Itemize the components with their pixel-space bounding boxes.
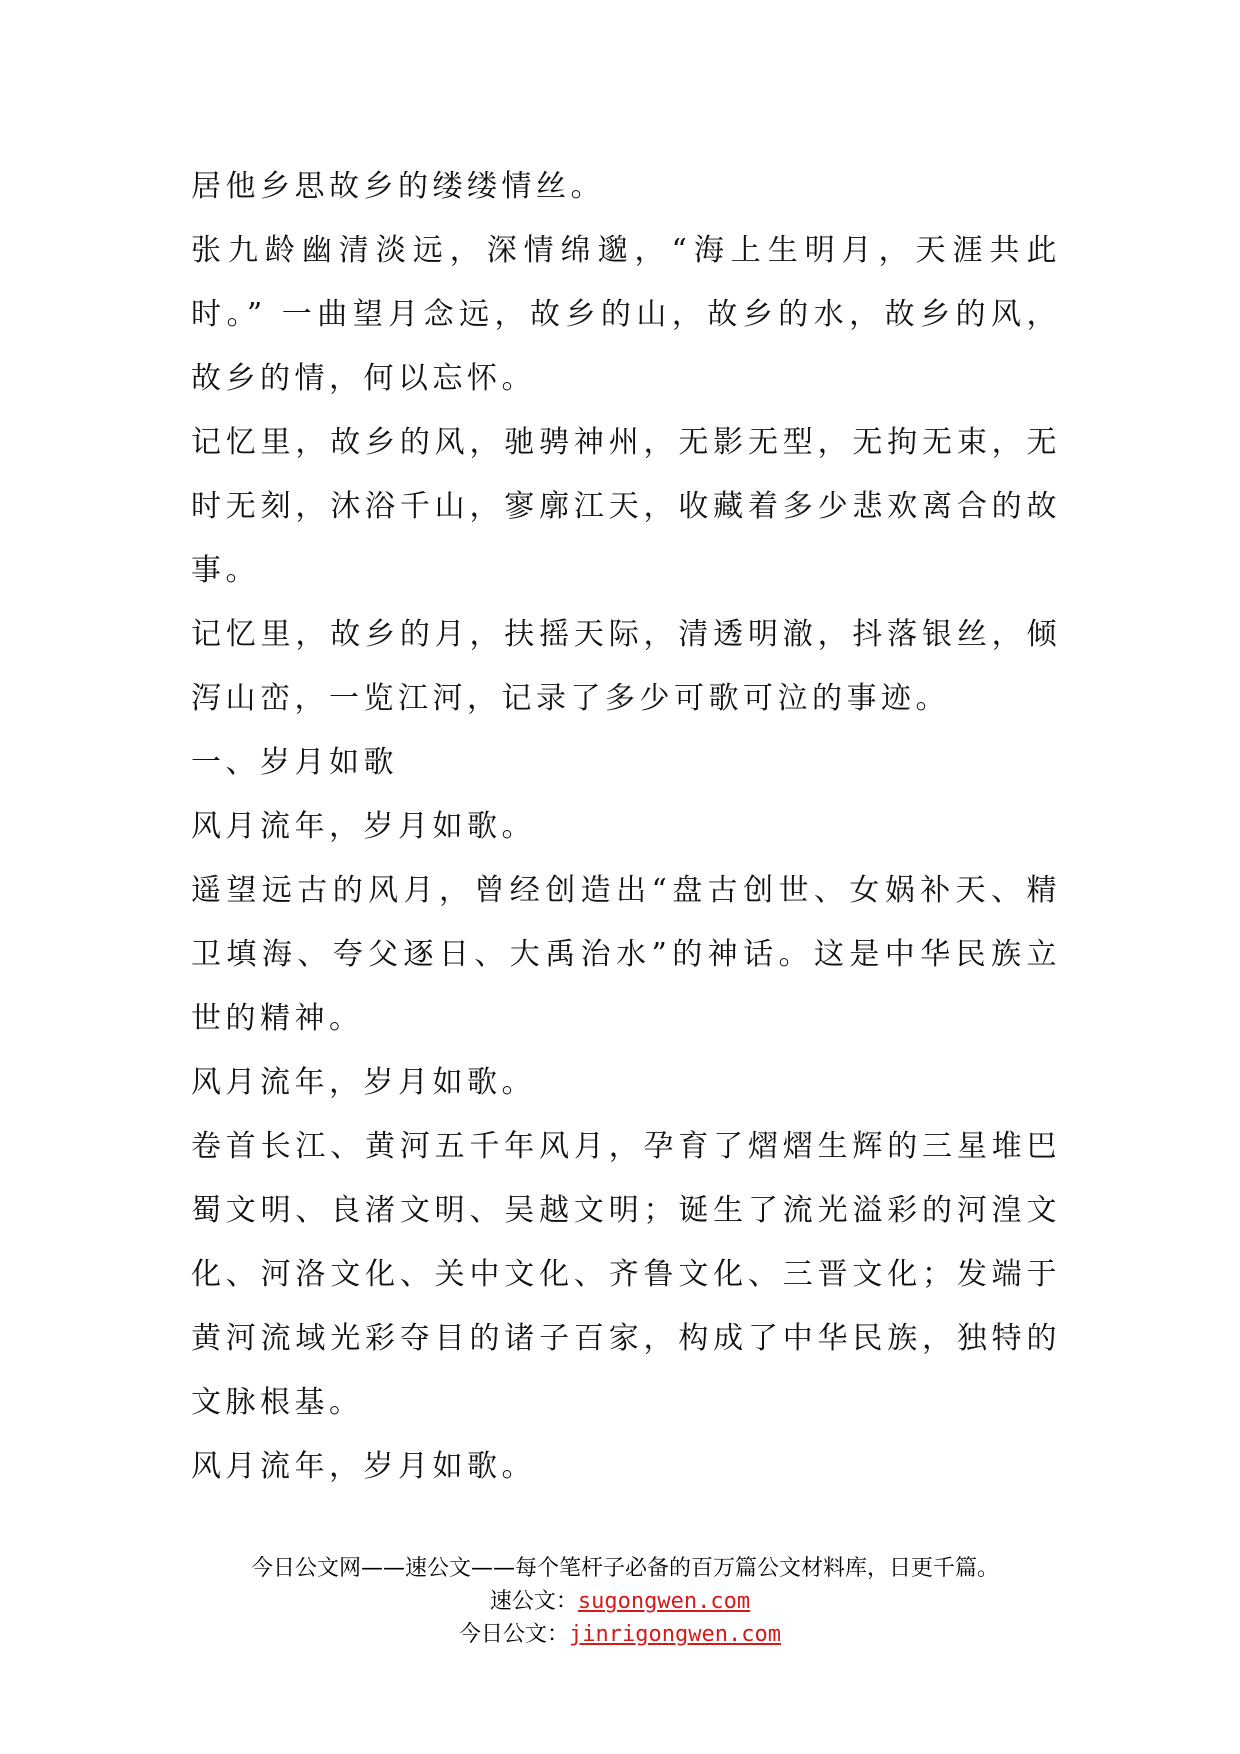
jinri-label: 今日公文：: [459, 1622, 570, 1647]
footer-jinri-line: [0, 1618, 1240, 1651]
paragraph: 张九龄幽清淡远，深情绵邈，“海上生明月，天涯共此时。” 一曲望月念远，故乡的山，故乡的水，故乡的风，故乡的情，何以忘怀。: [191, 233, 1061, 396]
paragraph: 记忆里，故乡的风，驰骋神州，无影无型，无拘无束，无时无刻，沐浴千山，寥廓江天，收藏着多少悲欢离合的故事。: [191, 425, 1061, 588]
paragraph: 风月流年，岁月如歌。: [191, 1065, 536, 1100]
section-heading: 一、岁月如歌: [191, 745, 398, 780]
page-footer: [0, 1552, 1240, 1651]
sugongwen-label: 速公文：: [489, 1589, 578, 1614]
jinrigongwen-link[interactable]: jinrigongwen.com: [569, 1622, 781, 1647]
paragraph: 居他乡思故乡的缕缕情丝。: [191, 169, 605, 204]
footer-slogan: 今日公文网——速公文——每个笔杆子必备的百万篇公文材料库，日更千篇。: [250, 1556, 999, 1581]
paragraph: 卷首长江、黄河五千年风月，孕育了熠熠生辉的三星堆巴蜀文明、良渚文明、吴越文明；诞生了流光溢彩的河湟文化、河洛文化、关中文化、齐鲁文化、三晋文化；发端于黄河流域光彩夺目的诸子百家，构成了中华民族，独特的文脉根基。: [191, 1129, 1061, 1420]
document-body: [191, 155, 1061, 1499]
footer-sugongwen-line: [0, 1585, 1240, 1618]
paragraph: 风月流年，岁月如歌。: [191, 809, 536, 844]
sugongwen-link[interactable]: sugongwen.com: [577, 1589, 751, 1614]
paragraph: 风月流年，岁月如歌。: [191, 1449, 536, 1484]
paragraph: 遥望远古的风月，曾经创造出“盘古创世、女娲补天、精卫填海、夸父逐日、大禹治水”的神话。这是中华民族立世的精神。: [191, 873, 1061, 1036]
paragraph: 记忆里，故乡的月，扶摇天际，清透明澈，抖落银丝，倾泻山峦，一览江河，记录了多少可歌可泣的事迹。: [191, 617, 1061, 716]
